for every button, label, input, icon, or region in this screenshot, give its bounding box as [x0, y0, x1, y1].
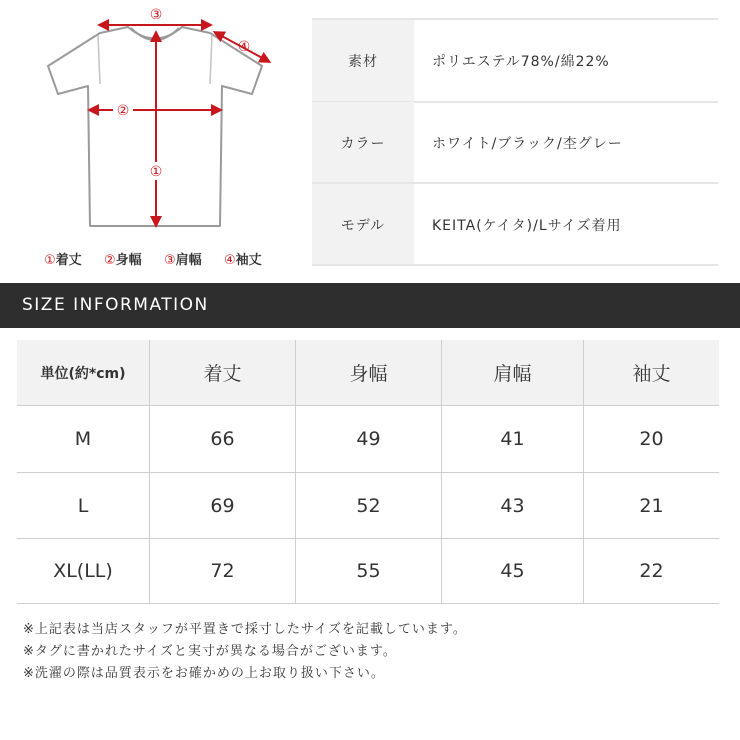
- legend-item-shoulder: ③肩幅: [164, 253, 202, 268]
- header-unit: 単位(約*cm): [40, 365, 126, 382]
- header-width: 身幅: [349, 363, 388, 385]
- table-header-row: [17, 340, 719, 405]
- size-value: 22: [639, 560, 664, 582]
- header-length: 着丈: [203, 363, 242, 385]
- size-value: 52: [356, 494, 381, 517]
- size-value: 69: [210, 494, 235, 517]
- spec-value: KEITA(ケイタ)/Lサイズ着用: [432, 217, 622, 234]
- size-value: 41: [500, 428, 525, 450]
- size-table: [17, 340, 719, 604]
- spec-row-color: [312, 102, 718, 183]
- size-name: XL(LL): [53, 560, 113, 582]
- spec-row-material: [312, 20, 718, 101]
- size-value: 72: [210, 560, 235, 582]
- column-divider: [149, 340, 150, 604]
- size-name: M: [74, 428, 92, 450]
- column-divider: [441, 340, 442, 604]
- table-border-bottom: [17, 603, 719, 604]
- legend-item-sleeve: ④袖丈: [224, 253, 262, 268]
- legend-item-length: ①着丈: [44, 253, 82, 268]
- size-value: 43: [500, 494, 525, 517]
- spec-label: カラー: [312, 102, 414, 183]
- table-row: [17, 539, 719, 603]
- size-value: 45: [500, 560, 525, 582]
- size-value: 21: [639, 494, 664, 517]
- spec-label: モデル: [312, 184, 414, 265]
- header-sleeve: 袖丈: [632, 363, 671, 385]
- label-width: ②: [116, 103, 130, 119]
- note-measurement: ※上記表は当店スタッフが平置きで採寸したサイズを記載しています。: [23, 622, 467, 637]
- spec-label: 素材: [312, 20, 414, 101]
- label-shoulder: ③: [149, 7, 163, 23]
- size-value: 20: [639, 428, 664, 450]
- note-washing: ※洗濯の際は品質表示をお確かめの上お取り扱い下さい。: [23, 666, 385, 681]
- label-length: ①: [149, 164, 163, 180]
- legend-item-width: ②身幅: [104, 253, 142, 268]
- column-divider: [583, 340, 584, 604]
- size-value: 55: [356, 560, 381, 582]
- header-shoulder: 肩幅: [493, 363, 532, 385]
- spec-divider: [312, 264, 718, 266]
- size-information-header: [0, 283, 740, 328]
- table-row: [17, 473, 719, 538]
- note-tag-size: ※タグに書かれたサイズと実寸が異なる場合がございます。: [23, 644, 397, 659]
- spec-value: ホワイト/ブラック/杢グレー: [432, 135, 623, 152]
- table-row: [17, 406, 719, 472]
- column-divider: [295, 340, 296, 604]
- size-value: 66: [210, 428, 235, 450]
- size-value: 49: [356, 428, 381, 450]
- section-title: SIZE INFORMATION: [22, 295, 209, 315]
- spec-row-model: [312, 184, 718, 265]
- tshirt-size-diagram: [0, 0, 300, 280]
- spec-value: ポリエステル78%/綿22%: [432, 53, 610, 70]
- size-name: L: [77, 494, 89, 517]
- label-sleeve: ④: [237, 39, 251, 55]
